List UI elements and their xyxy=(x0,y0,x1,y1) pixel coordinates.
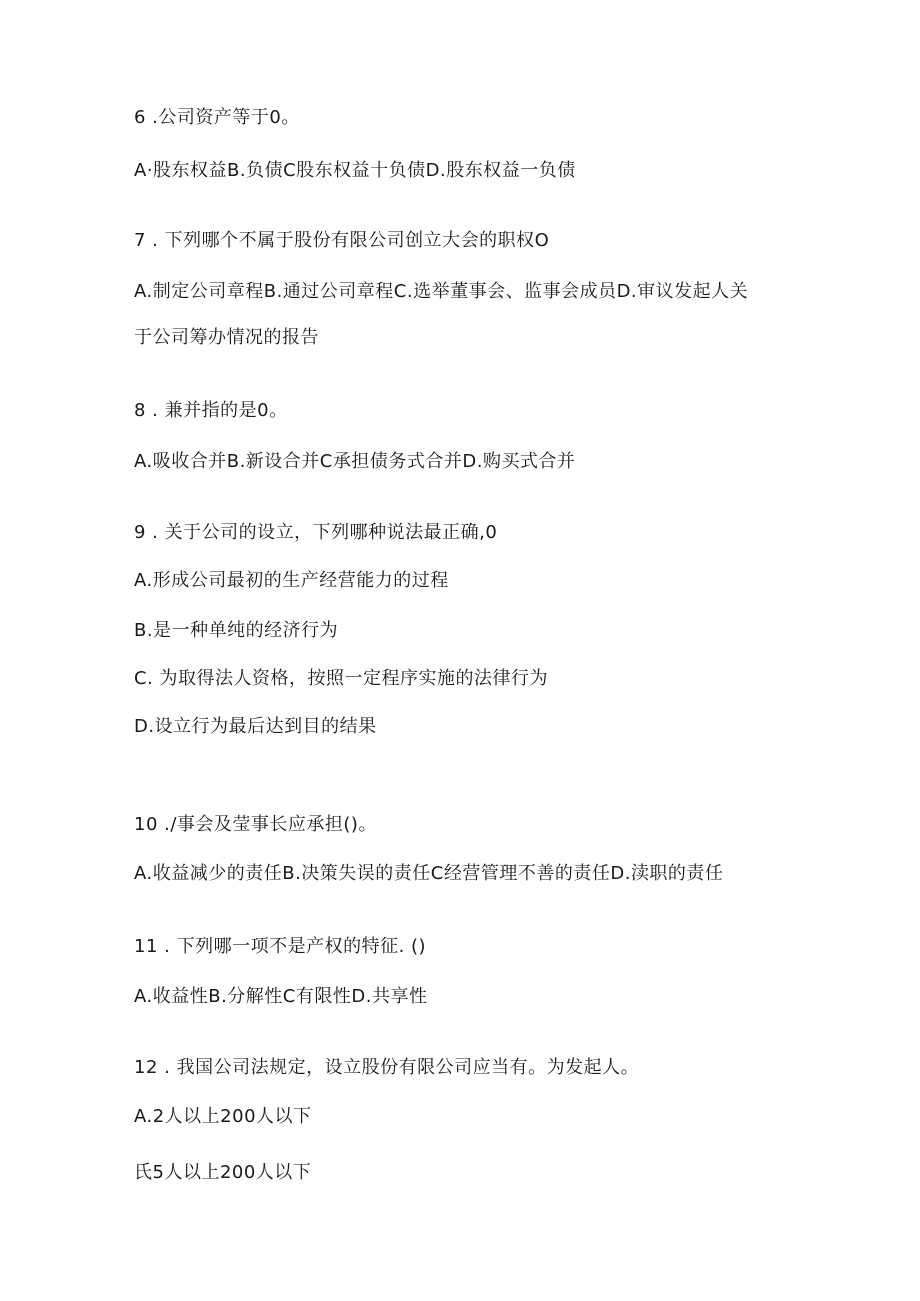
question-7-options: A.制定公司章程B.通过公司章程C.选举董事会、监事会成员D.审议发起人关 xyxy=(134,281,749,302)
question-8-options: A.吸收合并B.新设合并C承担债务式合并D.购买式合并 xyxy=(134,451,576,472)
question-12-stem: 12 . 我国公司法规定，设立股份有限公司应当有。为发起人。 xyxy=(134,1057,640,1078)
question-8-stem: 8 . 兼并指的是0。 xyxy=(134,400,288,421)
question-10-stem: 10 ./事会及莹事长应承担()。 xyxy=(134,814,377,835)
question-9-option-c: C. 为取得法人资格，按照一定程序实施的法律行为 xyxy=(134,668,549,689)
question-9-option-b: B.是一种单纯的经济行为 xyxy=(134,620,339,641)
question-10-options: A.收益减少的责任B.决策失误的责任C经营管理不善的责任D.渎职的责任 xyxy=(134,863,724,884)
question-9-stem: 9 . 关于公司的设立，下列哪种说法最正确,0 xyxy=(134,522,498,543)
question-9-option-a: A.形成公司最初的生产经营能力的过程 xyxy=(134,570,449,591)
question-11-options: A.收益性B.分解性C有限性D.共享性 xyxy=(134,986,428,1007)
question-9-option-d: D.设立行为最后达到目的结果 xyxy=(134,716,377,737)
question-7-stem: 7 . 下列哪个不属于股份有限公司创立大会的职权O xyxy=(134,230,550,251)
question-12-option-b: 氏5人以上200人以下 xyxy=(134,1162,312,1183)
question-7-options-continued: 于公司筹办情况的报告 xyxy=(134,327,319,348)
question-6-options: A·股东权益B.负债C股东权益十负债D.股东权益一负债 xyxy=(134,160,576,181)
question-11-stem: 11 . 下列哪一项不是产权的特征. () xyxy=(134,936,427,957)
question-12-option-a: A.2人以上200人以下 xyxy=(134,1106,312,1127)
question-6-stem: 6 .公司资产等于0。 xyxy=(134,107,300,128)
